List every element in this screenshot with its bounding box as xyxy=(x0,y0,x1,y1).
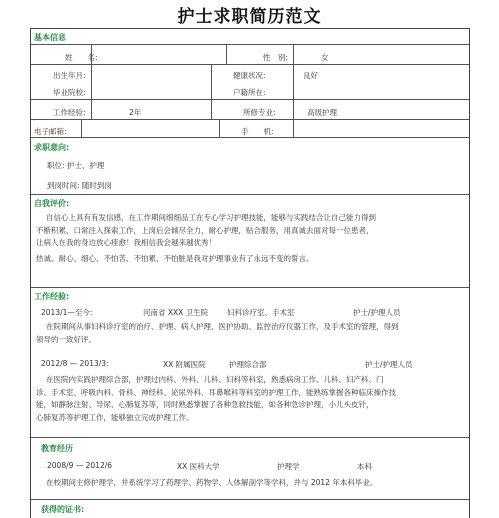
self-evaluation-heading: 自我评价: xyxy=(34,199,70,208)
divider xyxy=(219,119,220,137)
gender-label: 性 别: xyxy=(263,53,289,62)
job-org: 河南省 XXX 卫生院 xyxy=(143,308,209,317)
intent-position: 职位: 护士、护理 xyxy=(47,161,105,170)
divider xyxy=(31,137,469,138)
phone-label: 手 机: xyxy=(241,127,274,136)
divider xyxy=(31,119,469,120)
graduate-school-label: 毕业院校: xyxy=(53,88,86,97)
health-label: 健康状况: xyxy=(233,71,266,80)
edu-description: 在校期间主修护理学，并系统学习了药理学、药物学、人体解剖学等学科，并与 2012 年本科毕业。 xyxy=(46,478,378,487)
job-role: 护士/护理人员 xyxy=(365,360,413,369)
job-type: 护理综合部 xyxy=(229,360,267,369)
gender-value: 女 xyxy=(321,53,329,62)
email-label: 电子邮箱: xyxy=(34,127,67,136)
divider xyxy=(31,99,469,100)
basic-info-heading: 基本信息 xyxy=(34,33,66,42)
job-type: 妇科诊疗室、手术室 xyxy=(227,308,295,317)
job-org: XX 附属医院 xyxy=(163,360,206,369)
divider xyxy=(81,119,82,137)
edu-degree: 本科 xyxy=(357,462,372,471)
job-intent-heading: 求职意向: xyxy=(34,143,70,152)
job-description: 在院期间从事妇科诊疗室的治疗、护理、病人护理、医护协助、监控治疗仪器工作，及手术室的管理，得到 领导的一致好评。 xyxy=(36,322,399,344)
edu-major: 护理学 xyxy=(277,462,300,471)
divider xyxy=(91,44,92,119)
job-period: 2013/1—至今: xyxy=(41,308,93,317)
job-period: 2012/8 — 2013/3: xyxy=(41,359,109,368)
certificates-heading: 获得的证书: xyxy=(41,505,85,514)
work-experience-heading: 工作经验: xyxy=(34,292,70,301)
divider xyxy=(31,194,469,195)
divider xyxy=(226,44,227,64)
resume-table xyxy=(30,28,470,518)
job-role: 护士/护理人员 xyxy=(353,308,401,317)
major-value: 高级护理 xyxy=(307,108,337,117)
divider xyxy=(31,437,469,438)
job-description: 在医院内实践护理综合部，护理过内科、外科、儿科、妇科等科室，熟悉病房工作、儿科、妇产科、门 诊、手术室、呼吸内科、骨科、神经科、泌尿外科、耳鼻喉科等科室的护理工作，能熟练掌握各种临床操作技 能，如静脉注射、导尿、心肺复苏等，同时熟悉掌握了各种急救技能，如各种急诊护理，小儿头皮针， 心肺复苏等护理工作，能够独立完成护理工作。 xyxy=(36,375,396,422)
major-label: 所修专业: xyxy=(243,108,276,117)
divider xyxy=(31,44,469,45)
divider xyxy=(31,64,469,65)
intent-arrival: 到岗时间: 随时到岗 xyxy=(47,181,112,190)
divider xyxy=(211,64,212,119)
work-years-value: 2年 xyxy=(129,108,142,117)
divider xyxy=(31,499,469,500)
divider xyxy=(293,44,294,137)
name-label: 姓 名: xyxy=(65,53,98,62)
edu-period: 2008/9 — 2012/6 xyxy=(47,461,113,470)
health-value: 良好 xyxy=(303,71,318,80)
divider xyxy=(31,287,469,288)
birth-label: 出生年月: xyxy=(53,71,86,80)
native-place-label: 户籍所在: xyxy=(233,88,266,97)
edu-school: XX 医科大学 xyxy=(177,462,220,471)
work-years-label: 工作经验: xyxy=(53,108,86,117)
self-evaluation-text: 自信心上具有有发信感，在工作期间细细品工在专心学习护理技能，能够与实践结合让自己能力得到 不断积累，口常注入探索工作，上岗后会倾尽全力，耐心护理，贴合服务，用真诚去面对每一位患者， 让病人在我的身边放心痊愈！我相信我会越来越优秀！ 热诚、耐心、细心、不怕苦、不怕累、不怕脏是我对护理事业有了永远不变的誓言。 xyxy=(36,213,376,263)
document-title: 护士求职简历范文 xyxy=(177,7,322,27)
education-heading: 教育经历 xyxy=(41,444,73,453)
